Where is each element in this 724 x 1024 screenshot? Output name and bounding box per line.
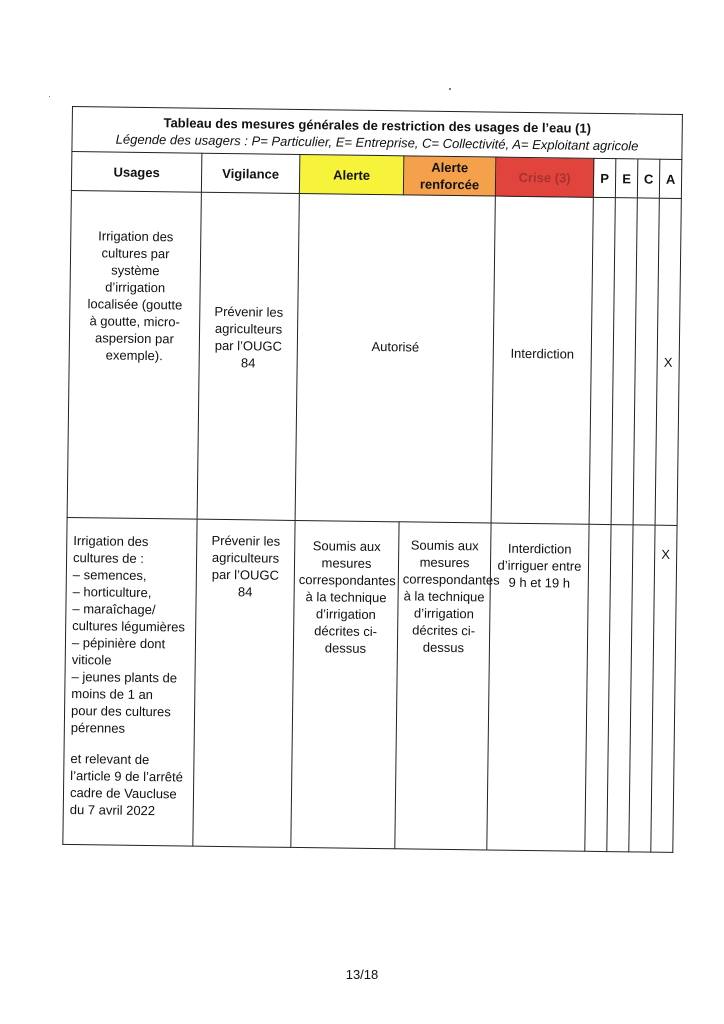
usage-footer-line: l’article 9 de l’arrêté: [70, 768, 184, 785]
usage-footer-line: et relevant de: [70, 751, 150, 768]
header-a: A: [659, 159, 682, 198]
scan-speck: [49, 96, 50, 97]
header-vigilance: Vigilance: [201, 153, 300, 193]
cell-alerte-renforcee: Soumis aux mesures correspondantes à la technique d’irrigation décrites ci-dessus: [395, 522, 491, 850]
usage-line: pérennes: [70, 720, 126, 736]
scan-speck: [449, 88, 451, 90]
usage-footer-line: cadre de Vaucluse: [69, 785, 177, 802]
usage-line: viticole: [71, 652, 112, 668]
table-title-row: [72, 107, 683, 160]
header-c: C: [637, 159, 660, 198]
usage-line: pour des cultures: [70, 703, 171, 720]
cell-alerte-merged: Autorisé: [295, 193, 495, 523]
header-crise: Crise (3): [495, 157, 594, 197]
table-title-cell: [72, 107, 683, 160]
table-row: [63, 517, 677, 852]
restriction-table-wrapper: [62, 106, 682, 853]
cell-usage: Irrigation des cultures par système d’irrigation localisée (goutte à goutte, micro-aspersion par exemple).: [67, 190, 201, 519]
usage-gap: [71, 736, 188, 752]
cell-crise: Interdiction d’irriguer entre 9 h et 19 h: [487, 523, 589, 851]
cell-a: X: [651, 525, 677, 852]
page-number: 13/18: [345, 967, 379, 982]
restriction-table: [62, 106, 683, 853]
usage-line: – semences,: [72, 567, 147, 584]
usage-line: cultures légumières: [72, 618, 186, 635]
cell-crise: Interdiction: [491, 196, 593, 524]
header-e: E: [615, 159, 638, 198]
table-legend: Légende des usagers : P= Particulier, E= Entreprise, C= Collectivité, A= Exploitant agricole: [115, 131, 639, 154]
header-alerte: Alerte: [299, 154, 404, 194]
usage-line: – jeunes plants de: [71, 669, 178, 686]
cell-usage: [63, 517, 197, 846]
table-row: [67, 190, 681, 525]
usage-line: cultures de :: [72, 550, 145, 566]
usage-line: – horticulture,: [72, 584, 152, 601]
header-alerte-renforcee: Alerte renforcée: [403, 156, 496, 196]
table-title: Tableau des mesures générales de restriction des usages de l’eau (1): [163, 115, 592, 136]
usage-line: Irrigation des: [73, 533, 149, 550]
cell-a: X: [655, 198, 681, 525]
cell-vigilance: Prévenir les agriculteurs par l’OUGC 84: [193, 519, 295, 847]
usage-line: – pépinière dont: [71, 635, 166, 652]
header-p: P: [593, 158, 616, 197]
cell-alerte: Soumis aux mesures correspondantes à la technique d’irrigation décrites ci-dessus: [291, 520, 399, 848]
cell-vigilance: Prévenir les agriculteurs par l’OUGC 84: [197, 192, 299, 520]
header-usages: Usages: [71, 152, 201, 193]
usage-footer-line: du 7 avril 2022: [69, 802, 156, 819]
usage-line: – maraîchage/: [72, 601, 156, 618]
usage-line: moins de 1 an: [71, 686, 154, 703]
